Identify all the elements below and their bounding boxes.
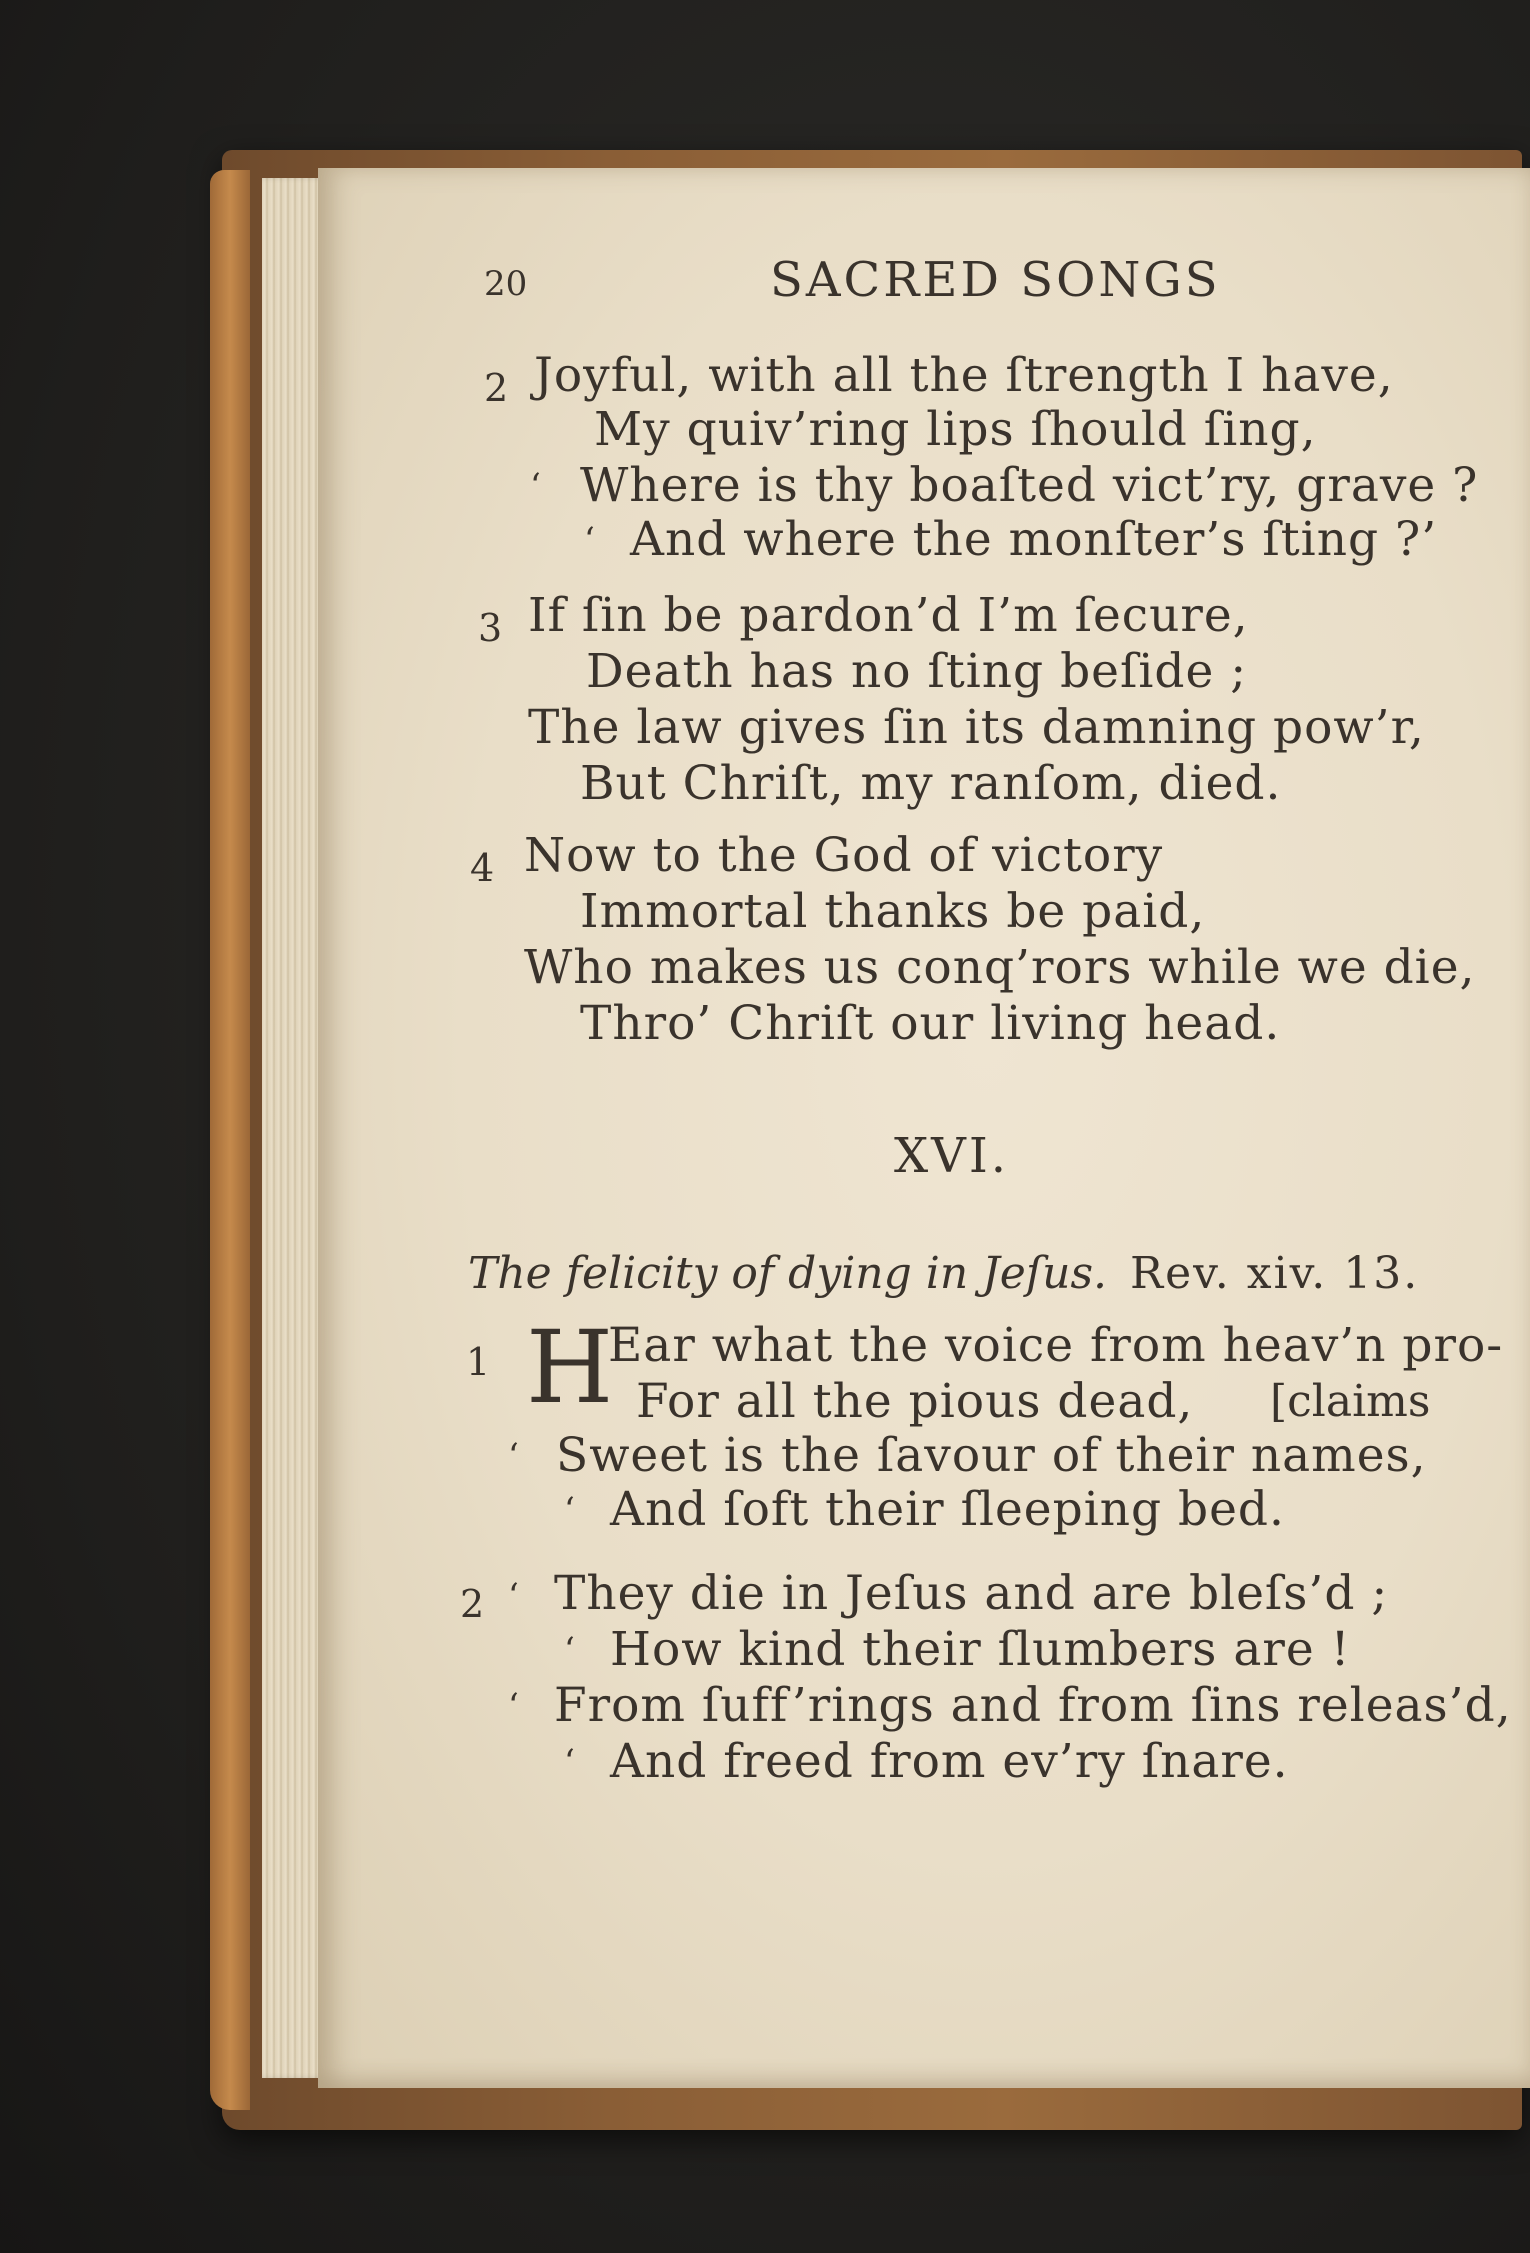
verse-line: Sweet is the ſavour of their names, bbox=[556, 1428, 1427, 1483]
verse-line: How kind their ſlumbers are ! bbox=[610, 1622, 1351, 1677]
quote-mark: ‘ bbox=[584, 520, 595, 560]
turnover-word: [claims bbox=[1270, 1376, 1431, 1427]
verse-line: They die in Jeſus and are bleſs’d ; bbox=[554, 1566, 1389, 1621]
verse-line: If ſin be pardon’d I’m ſecure, bbox=[528, 588, 1249, 643]
verse-line: And where the monſter’s ſting ?’ bbox=[630, 512, 1438, 567]
verse-line: Where is thy boaſted vict’ry, grave ? bbox=[580, 458, 1479, 513]
scripture-reference: Rev. xiv. 13. bbox=[1130, 1248, 1420, 1299]
book-spine-edge bbox=[210, 170, 250, 2110]
verse-line: Immortal thanks be paid, bbox=[580, 884, 1206, 939]
hymn-title: The felicity of dying in Jeſus. bbox=[468, 1248, 1108, 1299]
verse-line: Thro’ Chriſt our living head. bbox=[580, 996, 1281, 1051]
verse-line: From ſuff’rings and from ſins releas’d, bbox=[554, 1678, 1512, 1733]
stanza-number: 1 bbox=[466, 1340, 491, 1384]
stanza-number: 2 bbox=[460, 1582, 485, 1626]
stanza-number: 2 bbox=[484, 366, 509, 410]
quote-mark: ‘ bbox=[564, 1742, 575, 1782]
verse-line: And freed from ev’ry ſnare. bbox=[610, 1734, 1289, 1789]
verse-line: But Chriſt, my ranſom, died. bbox=[580, 756, 1282, 811]
quote-mark: ‘ bbox=[508, 1686, 519, 1726]
verse-line: The law gives ſin its damning pow’r, bbox=[528, 700, 1425, 755]
quote-mark: ‘ bbox=[508, 1436, 519, 1476]
verse-line: And ſoft their ſleeping bed. bbox=[610, 1482, 1285, 1537]
running-head: SACRED SONGS bbox=[770, 252, 1221, 308]
page-number: 20 bbox=[484, 264, 528, 304]
verse-line: Now to the God of victory bbox=[524, 828, 1164, 883]
quote-mark: ‘ bbox=[508, 1576, 519, 1616]
book-page bbox=[318, 168, 1530, 2088]
stanza-number: 3 bbox=[478, 606, 503, 650]
stanza-number: 4 bbox=[470, 846, 495, 890]
verse-line: For all the pious dead, bbox=[636, 1374, 1194, 1429]
verse-line: Ear what the voice from heav’n pro- bbox=[608, 1318, 1504, 1373]
verse-line: Death has no ſting beſide ; bbox=[586, 644, 1248, 699]
quote-mark: ‘ bbox=[564, 1490, 575, 1530]
verse-line: My quiv’ring lips ſhould ſing, bbox=[594, 402, 1317, 457]
drop-cap: H bbox=[526, 1309, 614, 1426]
verse-line: Joyful, with all the ſtrength I have, bbox=[534, 348, 1394, 403]
verse-line: Who makes us conq’rors while we die, bbox=[524, 940, 1476, 995]
quote-mark: ‘ bbox=[564, 1630, 575, 1670]
quote-mark: ‘ bbox=[530, 466, 541, 506]
hymn-number: XVI. bbox=[894, 1128, 1010, 1184]
